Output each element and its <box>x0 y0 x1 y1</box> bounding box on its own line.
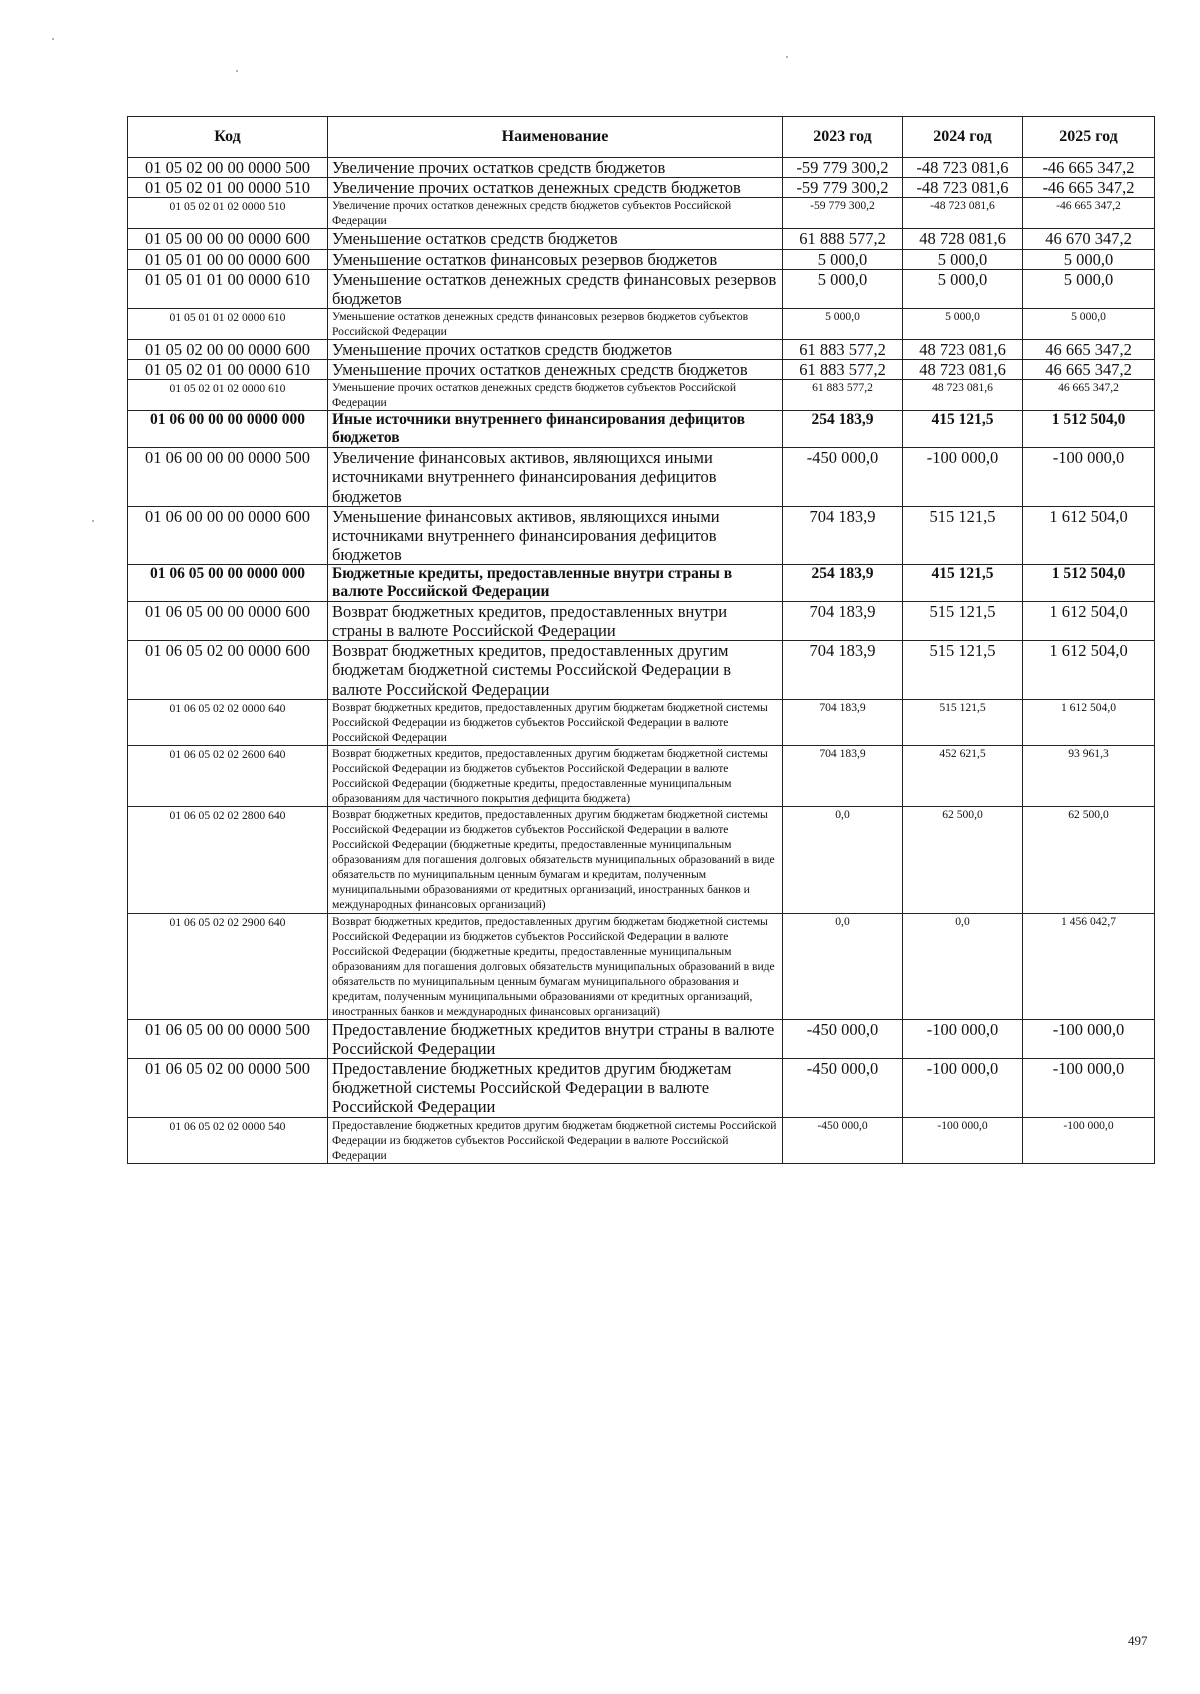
row-value-2024: -100 000,0 <box>903 1117 1023 1163</box>
table-row <box>128 602 1155 641</box>
row-value-2024: -100 000,0 <box>903 448 1023 506</box>
row-name: Предоставление бюджетных кредитов другим бюджетам бюджетной системы Российской Федерации в валюте Российской Федерации <box>328 1059 783 1117</box>
table-row <box>128 506 1155 564</box>
row-value-2023: 704 183,9 <box>783 641 903 699</box>
table-row <box>128 308 1155 339</box>
table-row <box>128 198 1155 229</box>
row-value-2024: 515 121,5 <box>903 641 1023 699</box>
row-value-2024: 5 000,0 <box>903 249 1023 269</box>
table-row <box>128 1059 1155 1117</box>
row-value-2024: -48 723 081,6 <box>903 198 1023 229</box>
row-value-2023: -59 779 300,2 <box>783 198 903 229</box>
row-code: 01 06 05 00 00 0000 000 <box>128 565 328 602</box>
scan-speck <box>92 520 94 522</box>
row-value-2025: -100 000,0 <box>1023 1117 1155 1163</box>
row-value-2025: -100 000,0 <box>1023 448 1155 506</box>
row-code: 01 06 05 02 02 0000 640 <box>128 699 328 745</box>
row-code: 01 06 00 00 00 0000 600 <box>128 506 328 564</box>
row-value-2025: -46 665 347,2 <box>1023 198 1155 229</box>
row-name: Возврат бюджетных кредитов, предоставленных другим бюджетам бюджетной системы Российской Федерации в валюте Российской Федерации <box>328 641 783 699</box>
row-value-2025: 1 612 504,0 <box>1023 699 1155 745</box>
budget-sources-table <box>127 116 1155 1164</box>
table-row <box>128 913 1155 1019</box>
row-value-2024: 452 621,5 <box>903 745 1023 806</box>
row-value-2024: 5 000,0 <box>903 308 1023 339</box>
row-name: Возврат бюджетных кредитов, предоставленных внутри страны в валюте Российской Федерации <box>328 602 783 641</box>
row-value-2025: 1 512 504,0 <box>1023 565 1155 602</box>
row-name: Увеличение прочих остатков денежных средств бюджетов <box>328 178 783 198</box>
row-code: 01 05 00 00 00 0000 600 <box>128 229 328 249</box>
table-row <box>128 1019 1155 1058</box>
row-value-2023: 704 183,9 <box>783 745 903 806</box>
row-value-2024: 5 000,0 <box>903 269 1023 308</box>
row-value-2023: 5 000,0 <box>783 269 903 308</box>
row-value-2024: 415 121,5 <box>903 565 1023 602</box>
row-name: Уменьшение остатков денежных средств финансовых резервов бюджетов субъектов Российской Федерации <box>328 308 783 339</box>
table-row <box>128 1117 1155 1163</box>
row-value-2025: -100 000,0 <box>1023 1059 1155 1117</box>
row-code: 01 06 05 02 00 0000 600 <box>128 641 328 699</box>
row-code: 01 06 05 02 02 0000 540 <box>128 1117 328 1163</box>
row-name: Уменьшение прочих остатков средств бюджетов <box>328 340 783 360</box>
header-code: Код <box>128 117 328 158</box>
page-number: 497 <box>1128 1633 1148 1648</box>
row-value-2024: 515 121,5 <box>903 699 1023 745</box>
row-value-2025: 1 612 504,0 <box>1023 641 1155 699</box>
table-row <box>128 340 1155 360</box>
row-code: 01 06 05 00 00 0000 600 <box>128 602 328 641</box>
row-value-2025: 1 456 042,7 <box>1023 913 1155 1019</box>
row-name: Уменьшение прочих остатков денежных средств бюджетов <box>328 360 783 380</box>
row-name: Возврат бюджетных кредитов, предоставленных другим бюджетам бюджетной системы Российской Федерации из бюджетов субъектов Российской Федерации в валюте Российской Федерации (бюджетные кредиты, предоставленные муниципальным образованиям для погашения долговых обязательств муниципальных образований в виде обязательств по муниципальным ценным бумагам и кредитам, полученным муниципальными образованиями от кредитных организаций, иностранных банков и международных финансовых организаций) <box>328 807 783 913</box>
row-value-2025: 1 512 504,0 <box>1023 411 1155 448</box>
row-value-2025: -100 000,0 <box>1023 1019 1155 1058</box>
row-value-2024: 62 500,0 <box>903 807 1023 913</box>
row-value-2025: 93 961,3 <box>1023 745 1155 806</box>
row-value-2024: 415 121,5 <box>903 411 1023 448</box>
row-name: Возврат бюджетных кредитов, предоставленных другим бюджетам бюджетной системы Российской Федерации из бюджетов субъектов Российской Федерации в валюте Российской Федерации (бюджетные кредиты, предоставленные муниципальным образованиям для погашения долговых обязательств муниципальных образований в виде обязательств по муниципальным ценным бумагам муниципального образования и кредитам, полученным муниципальными образованиями от кредитных организаций, иностранных банков и международных финансовых организаций) <box>328 913 783 1019</box>
table-row <box>128 249 1155 269</box>
row-value-2024: 48 723 081,6 <box>903 340 1023 360</box>
row-name: Уменьшение остатков финансовых резервов бюджетов <box>328 249 783 269</box>
table-row <box>128 360 1155 380</box>
row-value-2023: 704 183,9 <box>783 506 903 564</box>
row-code: 01 05 01 01 02 0000 610 <box>128 308 328 339</box>
row-value-2025: 5 000,0 <box>1023 308 1155 339</box>
row-value-2023: 254 183,9 <box>783 411 903 448</box>
row-code: 01 06 05 02 02 2900 640 <box>128 913 328 1019</box>
row-value-2025: -46 665 347,2 <box>1023 178 1155 198</box>
row-value-2025: 5 000,0 <box>1023 269 1155 308</box>
scan-speck <box>52 38 54 40</box>
row-value-2025: 46 665 347,2 <box>1023 360 1155 380</box>
row-name: Уменьшение прочих остатков денежных средств бюджетов субъектов Российской Федерации <box>328 380 783 411</box>
row-code: 01 05 02 00 00 0000 500 <box>128 158 328 178</box>
row-name: Уменьшение остатков средств бюджетов <box>328 229 783 249</box>
row-value-2023: 0,0 <box>783 807 903 913</box>
table-row <box>128 641 1155 699</box>
row-code: 01 06 05 02 00 0000 500 <box>128 1059 328 1117</box>
row-value-2024: 48 728 081,6 <box>903 229 1023 249</box>
table-row <box>128 745 1155 806</box>
row-code: 01 05 02 01 00 0000 610 <box>128 360 328 380</box>
header-name: Наименование <box>328 117 783 158</box>
table-row <box>128 411 1155 448</box>
row-code: 01 05 01 00 00 0000 600 <box>128 249 328 269</box>
table-row <box>128 158 1155 178</box>
table-body <box>128 158 1155 1164</box>
row-name: Возврат бюджетных кредитов, предоставленных другим бюджетам бюджетной системы Российской Федерации из бюджетов субъектов Российской Федерации в валюте Российской Федерации (бюджетные кредиты, предоставленные муниципальным образованиям для частичного покрытия дефицита бюджета) <box>328 745 783 806</box>
row-value-2024: -100 000,0 <box>903 1019 1023 1058</box>
row-code: 01 06 00 00 00 0000 000 <box>128 411 328 448</box>
row-name: Возврат бюджетных кредитов, предоставленных другим бюджетам бюджетной системы Российской Федерации из бюджетов субъектов Российской Федерации в валюте Российской Федерации <box>328 699 783 745</box>
row-name: Увеличение прочих остатков денежных средств бюджетов субъектов Российской Федерации <box>328 198 783 229</box>
row-value-2025: 46 665 347,2 <box>1023 380 1155 411</box>
row-value-2025: 46 670 347,2 <box>1023 229 1155 249</box>
table-row <box>128 269 1155 308</box>
table-row <box>128 380 1155 411</box>
scan-speck <box>786 56 788 58</box>
row-value-2024: 0,0 <box>903 913 1023 1019</box>
row-value-2024: -100 000,0 <box>903 1059 1023 1117</box>
table-row <box>128 699 1155 745</box>
row-name: Бюджетные кредиты, предоставленные внутри страны в валюте Российской Федерации <box>328 565 783 602</box>
row-value-2023: 254 183,9 <box>783 565 903 602</box>
row-name: Иные источники внутреннего финансирования дефицитов бюджетов <box>328 411 783 448</box>
table-row <box>128 229 1155 249</box>
row-value-2023: -450 000,0 <box>783 1019 903 1058</box>
row-value-2023: 5 000,0 <box>783 249 903 269</box>
row-value-2025: 1 612 504,0 <box>1023 506 1155 564</box>
row-value-2023: 61 883 577,2 <box>783 340 903 360</box>
row-value-2024: 515 121,5 <box>903 602 1023 641</box>
row-value-2023: 704 183,9 <box>783 602 903 641</box>
row-value-2024: -48 723 081,6 <box>903 158 1023 178</box>
row-name: Предоставление бюджетных кредитов внутри страны в валюте Российской Федерации <box>328 1019 783 1058</box>
row-value-2025: -46 665 347,2 <box>1023 158 1155 178</box>
row-value-2025: 46 665 347,2 <box>1023 340 1155 360</box>
row-value-2023: 61 883 577,2 <box>783 360 903 380</box>
row-value-2024: -48 723 081,6 <box>903 178 1023 198</box>
row-value-2023: -59 779 300,2 <box>783 178 903 198</box>
row-value-2023: 704 183,9 <box>783 699 903 745</box>
row-value-2023: 61 883 577,2 <box>783 380 903 411</box>
row-name: Предоставление бюджетных кредитов другим бюджетам бюджетной системы Российской Федерации из бюджетов субъектов Российской Федерации в валюте Российской Федерации <box>328 1117 783 1163</box>
row-value-2023: 61 888 577,2 <box>783 229 903 249</box>
header-2023: 2023 год <box>783 117 903 158</box>
table-row <box>128 178 1155 198</box>
table-header-row <box>128 117 1155 158</box>
row-value-2023: 5 000,0 <box>783 308 903 339</box>
header-2024: 2024 год <box>903 117 1023 158</box>
row-name: Уменьшение финансовых активов, являющихся иными источниками внутреннего финансирования дефицитов бюджетов <box>328 506 783 564</box>
row-code: 01 05 02 01 02 0000 510 <box>128 198 328 229</box>
row-value-2023: -450 000,0 <box>783 448 903 506</box>
row-name: Уменьшение остатков денежных средств финансовых резервов бюджетов <box>328 269 783 308</box>
row-code: 01 05 02 00 00 0000 600 <box>128 340 328 360</box>
table-row <box>128 565 1155 602</box>
row-code: 01 05 02 01 00 0000 510 <box>128 178 328 198</box>
table-row <box>128 448 1155 506</box>
scan-speck <box>236 70 238 72</box>
row-code: 01 05 02 01 02 0000 610 <box>128 380 328 411</box>
header-2025: 2025 год <box>1023 117 1155 158</box>
row-code: 01 06 00 00 00 0000 500 <box>128 448 328 506</box>
row-value-2023: -59 779 300,2 <box>783 158 903 178</box>
row-code: 01 06 05 02 02 2600 640 <box>128 745 328 806</box>
row-name: Увеличение прочих остатков средств бюджетов <box>328 158 783 178</box>
row-value-2025: 1 612 504,0 <box>1023 602 1155 641</box>
row-name: Увеличение финансовых активов, являющихся иными источниками внутреннего финансирования дефицитов бюджетов <box>328 448 783 506</box>
row-value-2024: 48 723 081,6 <box>903 360 1023 380</box>
row-value-2023: 0,0 <box>783 913 903 1019</box>
row-code: 01 06 05 00 00 0000 500 <box>128 1019 328 1058</box>
row-code: 01 05 01 01 00 0000 610 <box>128 269 328 308</box>
row-code: 01 06 05 02 02 2800 640 <box>128 807 328 913</box>
row-value-2025: 62 500,0 <box>1023 807 1155 913</box>
table-row <box>128 807 1155 913</box>
row-value-2023: -450 000,0 <box>783 1117 903 1163</box>
row-value-2025: 5 000,0 <box>1023 249 1155 269</box>
row-value-2024: 48 723 081,6 <box>903 380 1023 411</box>
row-value-2024: 515 121,5 <box>903 506 1023 564</box>
row-value-2023: -450 000,0 <box>783 1059 903 1117</box>
